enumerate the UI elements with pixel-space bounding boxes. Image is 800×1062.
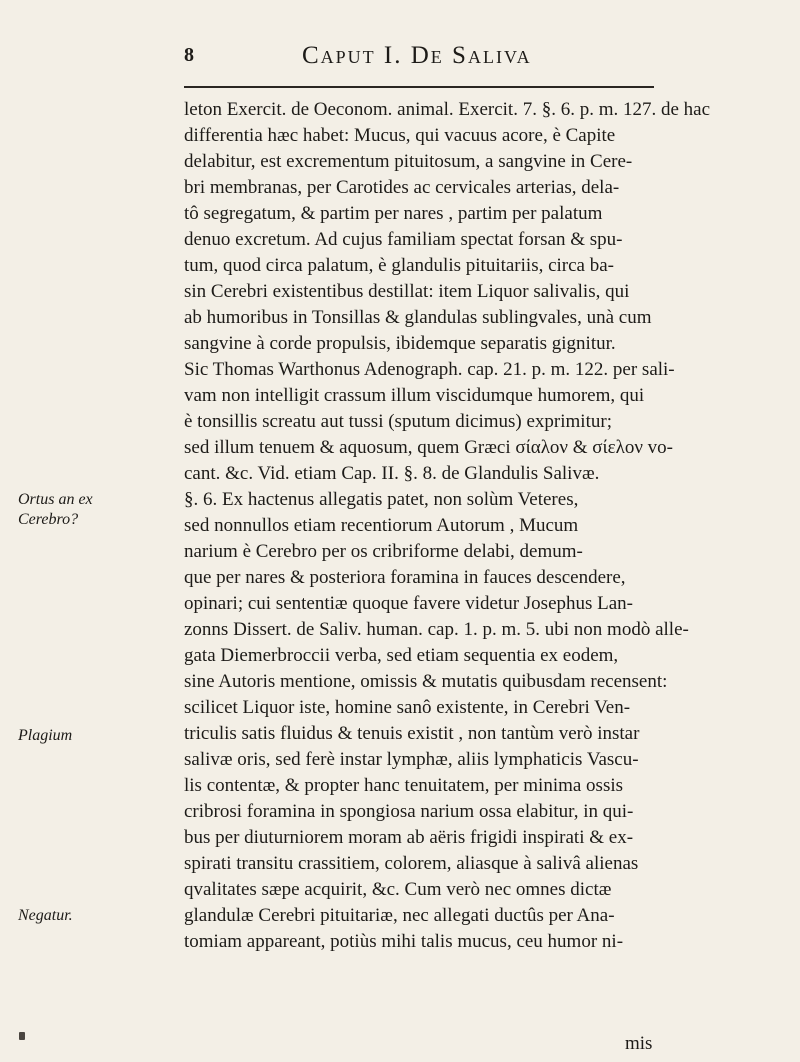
text-line: narium è Cerebro per os cribriforme delabi, demum- — [184, 541, 583, 562]
margin-note-negatur: Negatur. — [18, 907, 73, 924]
text-line: §. 6. Ex hactenus allegatis patet, non solùm Veteres, — [184, 489, 579, 510]
text-line: gata Diemerbroccii verba, sed etiam sequentia ex eodem, — [184, 645, 619, 666]
text-line: sin Cerebri existentibus destillat: item Liquor salivalis, qui — [184, 281, 630, 302]
catchword: mis — [625, 1033, 653, 1054]
page-header — [184, 42, 654, 82]
text-line: qvalitates sæpe acquirit, &c. Cum verò nec omnes dictæ — [184, 879, 612, 900]
text-line: sine Autoris mentione, omissis & mutatis quibusdam recensent: — [184, 671, 668, 692]
text-line: ab humoribus in Tonsillas & glandulas sublingvales, unà cum — [184, 307, 652, 328]
margin-note-plagium: Plagium — [18, 727, 73, 744]
text-line: cant. &c. Vid. etiam Cap. II. §. 8. de Glandulis Salivæ. — [184, 463, 600, 484]
text-line: opinari; cui sententiæ quoque favere videtur Josephus Lan- — [184, 593, 634, 614]
text-line: cribrosi foramina in spongiosa narium ossa elabitur, in qui- — [184, 801, 634, 822]
text-line: delabitur, est excrementum pituitosum, a sangvine in Cere- — [184, 151, 633, 172]
text-line: tô segregatum, & partim per nares , partim per palatum — [184, 203, 603, 224]
text-line: vam non intelligit crassum illum viscidumque humorem, qui — [184, 385, 645, 406]
text-line: tum, quod circa palatum, è glandulis pituitariis, circa ba- — [184, 255, 615, 276]
text-line: glandulæ Cerebri pituitariæ, nec allegati ductûs per Ana- — [184, 905, 615, 926]
margin-note-ortus — [18, 490, 93, 530]
header-rule — [184, 86, 654, 88]
text-line: zonns Dissert. de Saliv. human. cap. 1. p. m. 5. ubi non modò alle- — [184, 619, 689, 640]
text-line: sangvine à corde propulsis, ibidemque separatis gignitur. — [184, 333, 616, 354]
text-line: lis contentæ, & propter hanc tenuitatem, per minima ossis — [184, 775, 624, 796]
text-line: scilicet Liquor iste, homine sanô existente, in Cerebri Ven- — [184, 697, 631, 718]
page-number: 8 — [184, 44, 194, 66]
text-line: è tonsillis screatu aut tussi (sputum dicimus) exprimitur; — [184, 411, 612, 432]
main-text — [184, 97, 711, 955]
margin-note-line: Cerebro? — [18, 511, 79, 528]
ink-mark — [19, 1032, 25, 1040]
text-line: bus per diuturniorem moram ab aëris frigidi inspirati & ex- — [184, 827, 634, 848]
text-line: leton Exercit. de Oeconom. animal. Exercit. 7. §. 6. p. m. 127. de hac — [184, 99, 711, 120]
text-line: denuo excretum. Ad cujus familiam spectat forsan & spu- — [184, 229, 623, 250]
text-line: bri membranas, per Carotides ac cervicales arterias, dela- — [184, 177, 620, 198]
margin-note-line: Ortus an ex — [18, 491, 93, 508]
text-line: salivæ oris, sed ferè instar lymphæ, aliis lymphaticis Vascu- — [184, 749, 639, 770]
text-line: spirati transitu crassitiem, colorem, aliasque à salivâ alienas — [184, 853, 639, 874]
text-line: differentia hæc habet: Mucus, qui vacuus acore, è Capite — [184, 125, 616, 146]
text-line: Sic Thomas Warthonus Adenograph. cap. 21. p. m. 122. per sali- — [184, 359, 675, 380]
text-line: sed illum tenuem & aquosum, quem Græci σίαλον & σίελον vo- — [184, 437, 673, 458]
text-line: que per nares & posteriora foramina in fauces descendere, — [184, 567, 626, 588]
text-line: triculis satis fluidus & tenuis existit , non tantùm verò instar — [184, 723, 640, 744]
text-line: sed nonnullos etiam recentiorum Autorum , Mucum — [184, 515, 579, 536]
running-head: Caput I. De Saliva — [302, 42, 532, 69]
text-line: tomiam appareant, potiùs mihi talis mucus, ceu humor ni- — [184, 931, 624, 952]
